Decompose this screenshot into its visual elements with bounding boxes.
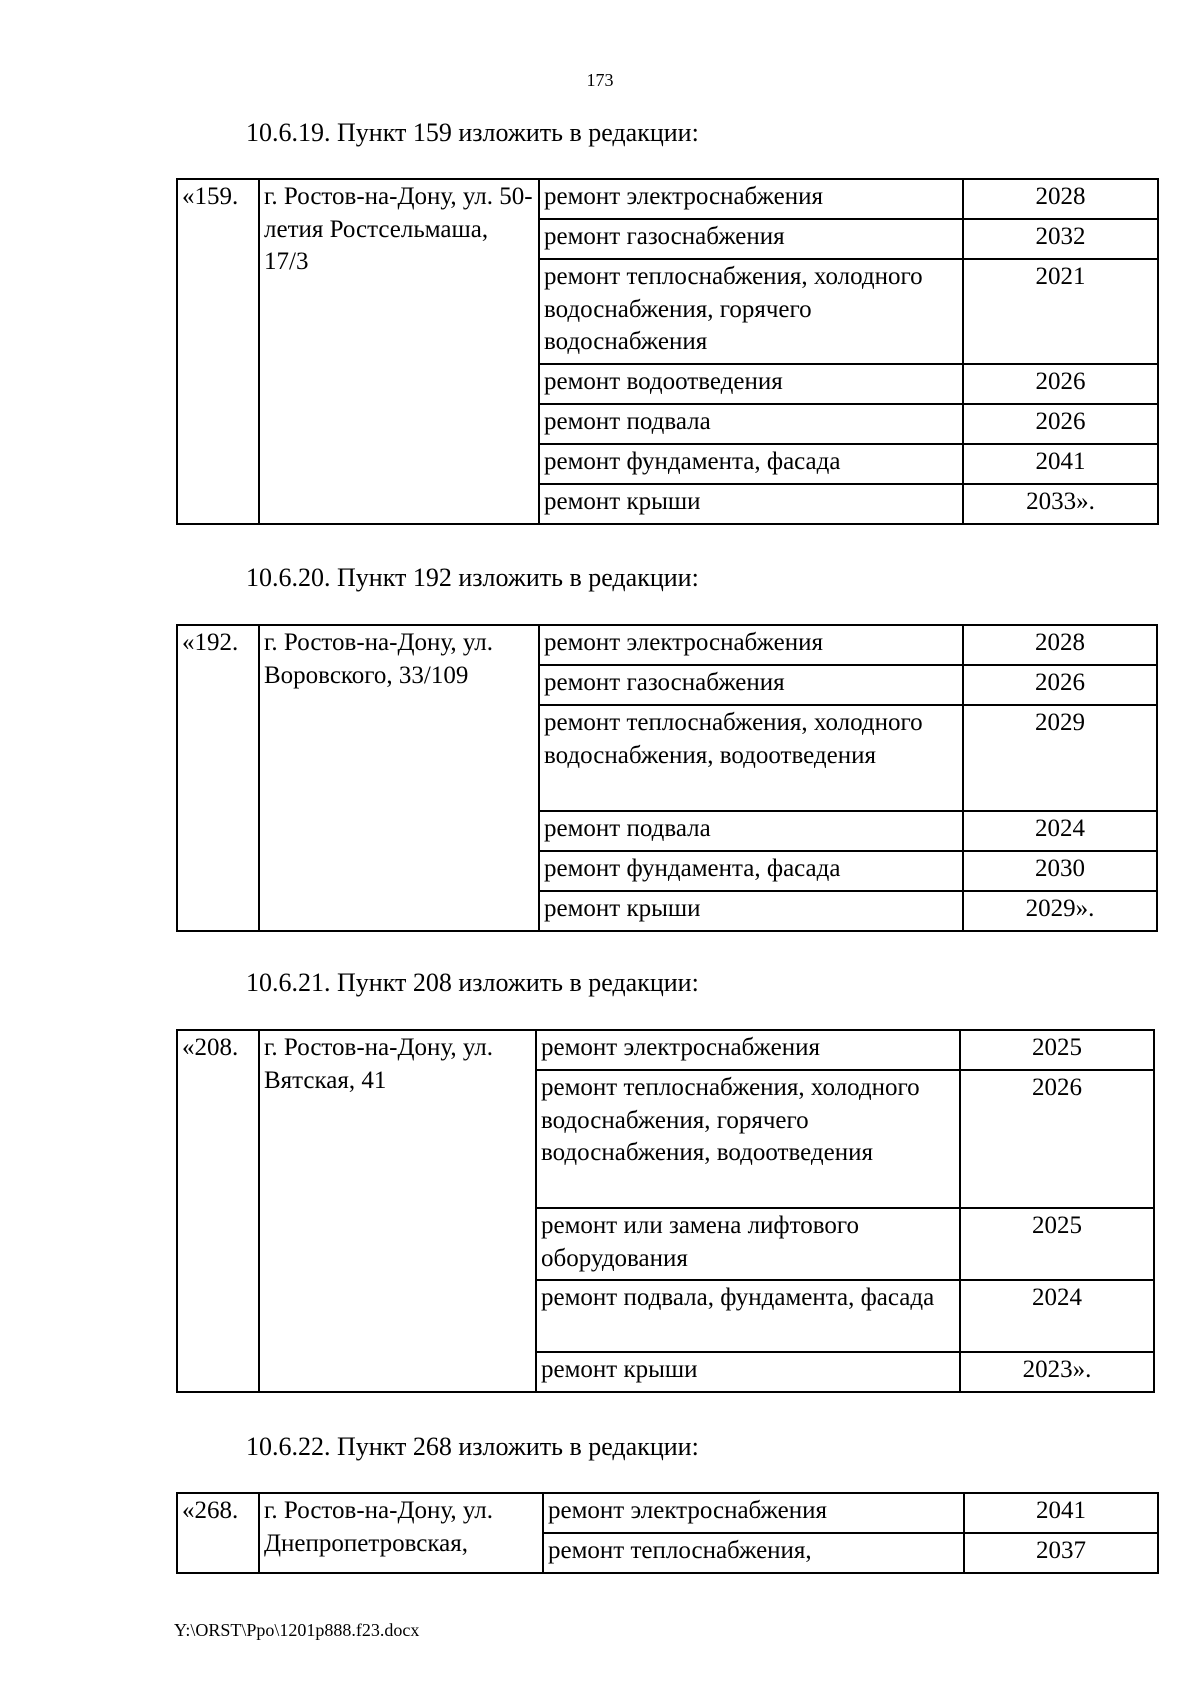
item-number: «192. — [177, 625, 259, 931]
year-cell: 2028 — [963, 625, 1157, 665]
work-cell: ремонт водоотведения — [539, 364, 963, 404]
section-heading: 10.6.19. Пункт 159 изложить в редакции: — [246, 118, 699, 147]
year-cell: 2029». — [963, 891, 1157, 931]
year-cell: 2026 — [963, 364, 1158, 404]
year-cell: 2037 — [964, 1533, 1158, 1573]
section-heading: 10.6.22. Пункт 268 изложить в редакции: — [246, 1432, 699, 1461]
table-row — [177, 179, 1158, 219]
work-cell: ремонт электроснабжения — [543, 1493, 964, 1533]
amendment-table — [176, 1029, 1155, 1393]
table-row — [177, 1493, 1158, 1533]
work-cell: ремонт подвала — [539, 811, 963, 851]
year-cell: 2026 — [963, 665, 1157, 705]
work-cell: ремонт газоснабжения — [539, 665, 963, 705]
year-cell: 2023». — [960, 1352, 1154, 1392]
work-cell: ремонт крыши — [539, 891, 963, 931]
file-path-footer: Y:\ORST\Ppo\1201p888.f23.docx — [174, 1620, 420, 1640]
work-cell: ремонт электроснабжения — [539, 625, 963, 665]
work-cell: ремонт газоснабжения — [539, 219, 963, 259]
work-cell: ремонт теплоснабжения, холодного водоснабжения, водоотведения — [539, 705, 963, 811]
work-cell: ремонт крыши — [539, 484, 963, 524]
work-cell: ремонт подвала, фундамента, фасада — [536, 1280, 960, 1352]
year-cell: 2041 — [964, 1493, 1158, 1533]
work-cell: ремонт или замена лифтового оборудования — [536, 1208, 960, 1280]
amendment-table — [176, 178, 1159, 525]
work-cell: ремонт теплоснабжения, — [543, 1533, 964, 1573]
year-cell: 2025 — [960, 1208, 1154, 1280]
year-cell: 2021 — [963, 259, 1158, 364]
work-cell: ремонт крыши — [536, 1352, 960, 1392]
year-cell: 2030 — [963, 851, 1157, 891]
work-cell: ремонт теплоснабжения, холодного водоснабжения, горячего водоснабжения — [539, 259, 963, 364]
work-cell: ремонт теплоснабжения, холодного водоснабжения, горячего водоснабжения, водоотведения — [536, 1070, 960, 1208]
year-cell: 2032 — [963, 219, 1158, 259]
table-row — [177, 1030, 1154, 1070]
work-cell: ремонт фундамента, фасада — [539, 851, 963, 891]
item-number: «208. — [177, 1030, 259, 1392]
item-number: «159. — [177, 179, 259, 524]
amendment-table — [176, 624, 1158, 932]
section-heading: 10.6.21. Пункт 208 изложить в редакции: — [246, 968, 699, 997]
page-number: 173 — [586, 70, 614, 90]
year-cell: 2026 — [960, 1070, 1154, 1208]
amendment-table — [176, 1492, 1159, 1574]
section-heading: 10.6.20. Пункт 192 изложить в редакции: — [246, 563, 699, 592]
work-cell: ремонт подвала — [539, 404, 963, 444]
address-cell: г. Ростов-на-Дону, ул. Днепропетровская, — [259, 1493, 543, 1573]
year-cell: 2024 — [963, 811, 1157, 851]
year-cell: 2028 — [963, 179, 1158, 219]
year-cell: 2041 — [963, 444, 1158, 484]
address-cell: г. Ростов-на-Дону, ул. Воровского, 33/109 — [259, 625, 539, 931]
year-cell: 2029 — [963, 705, 1157, 811]
work-cell: ремонт электроснабжения — [539, 179, 963, 219]
address-cell: г. Ростов-на-Дону, ул. Вятская, 41 — [259, 1030, 536, 1392]
year-cell: 2026 — [963, 404, 1158, 444]
year-cell: 2033». — [963, 484, 1158, 524]
year-cell: 2025 — [960, 1030, 1154, 1070]
address-cell: г. Ростов-на-Дону, ул. 50-летия Ростсельмаша, 17/3 — [259, 179, 539, 524]
table-row — [177, 625, 1157, 665]
work-cell: ремонт фундамента, фасада — [539, 444, 963, 484]
work-cell: ремонт электроснабжения — [536, 1030, 960, 1070]
year-cell: 2024 — [960, 1280, 1154, 1352]
item-number: «268. — [177, 1493, 259, 1573]
